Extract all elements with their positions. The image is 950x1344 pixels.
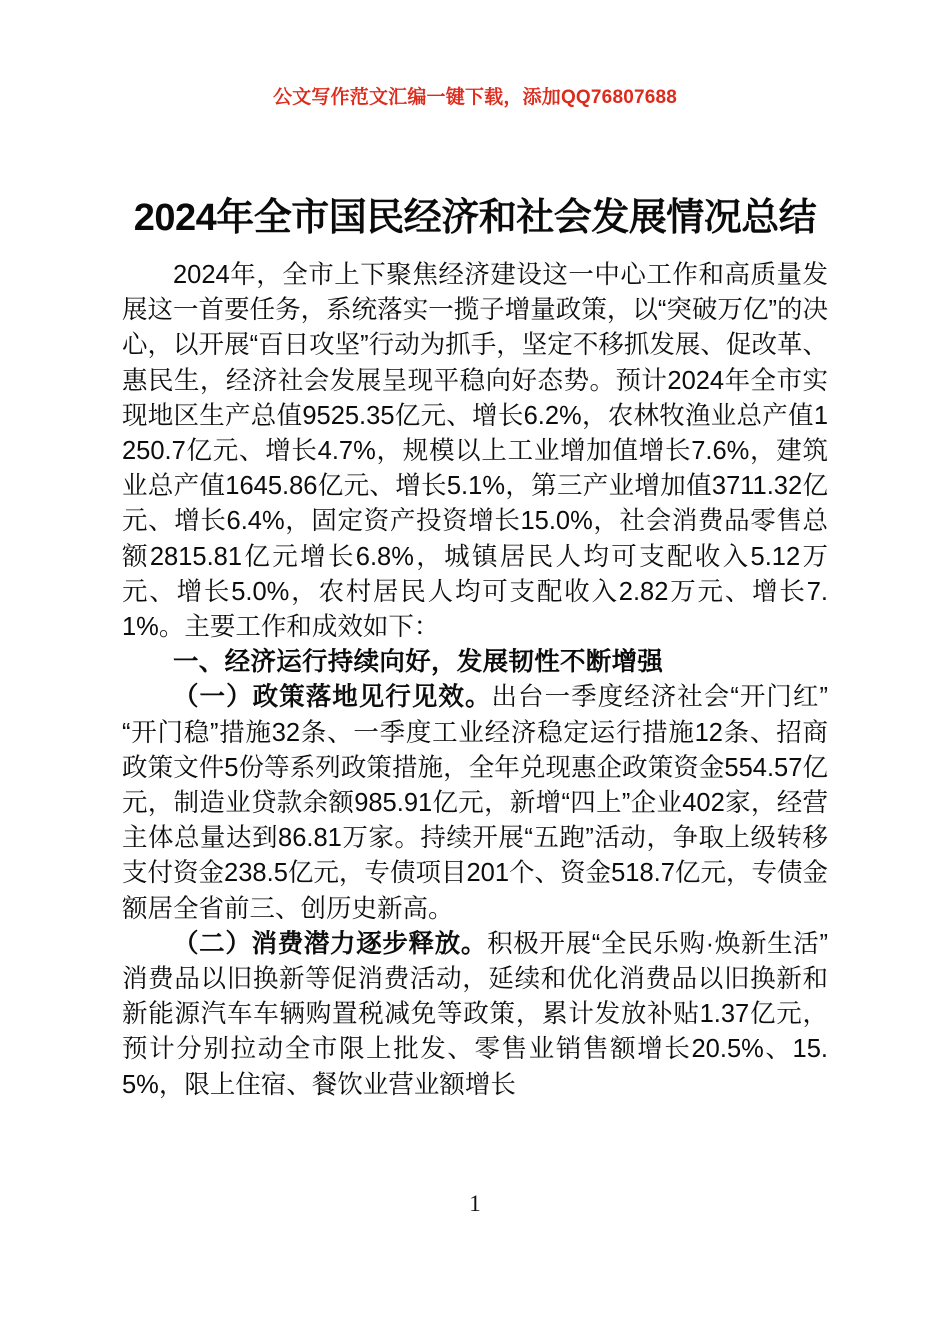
document-body [122, 258, 828, 1103]
subsection-two-lead: （二）消费潜力逐步释放。 [173, 929, 488, 958]
paragraph-opening: 2024年，全市上下聚焦经济建设这一中心工作和高质量发展这一首要任务，系统落实一揽子增量政策，以“突破万亿”的决心，以开展“百日攻坚”行动为抓手，坚定不移抓发展、促改革、惠民生，经济社会发展呈现平稳向好态势。预计2024年全市实现地区生产总值9525.35亿元、增长6.2%，农林牧渔业总产值1250.7亿元、增长4.7%，规模以上工业增加值增长7.6%，建筑业总产值1645.86亿元、增长5.1%，第三产业增加值3711.32亿元、增长6.4%，固定资产投资增长15.0%，社会消费品零售总额2815.81亿元增长6.8%，城镇居民人均可支配收入5.12万元、增长5.0%，农村居民人均可支配收入2.82万元、增长7.1%。主要工作和成效如下： [122, 261, 828, 642]
promo-header-text: 公文写作范文汇编一键下载，添加QQ76807688 [272, 87, 678, 108]
page-number: 1 [469, 1191, 481, 1216]
paragraph-subsection-two [122, 927, 828, 1103]
paragraph-subsection-one [122, 680, 828, 926]
subsection-two-body: 积极开展“全民乐购·焕新生活”消费品以旧换新等促消费活动，延续和优化消费品以旧换新和新能源汽车车辆购置税减免等政策，累计发放补贴1.37亿元，预计分别拉动全市限上批发、零售业销售额增长20.5%、15.5%，限上住宿、餐饮业营业额增长 [122, 929, 828, 1099]
subsection-one-body: 出台一季度经济社会“开门红”“开门稳”措施32条、一季度工业经济稳定运行措施12条、招商政策文件5份等系列政策措施，全年兑现惠企政策资金554.57亿元，制造业贷款余额985.91亿元，新增“四上”企业402家，经营主体总量达到86.81万家。持续开展“五跑”活动，争取上级转移支付资金238.5亿元，专债项目201个、资金518.7亿元，专债金额居全省前三、创历史新高。 [122, 683, 828, 923]
subsection-one-lead: （一）政策落地见行见效。 [173, 683, 492, 712]
section-heading-one: 一、经济运行持续向好，发展韧性不断增强 [173, 648, 664, 677]
page-title: 2024年全市国民经济和社会发展情况总结 [133, 197, 817, 240]
